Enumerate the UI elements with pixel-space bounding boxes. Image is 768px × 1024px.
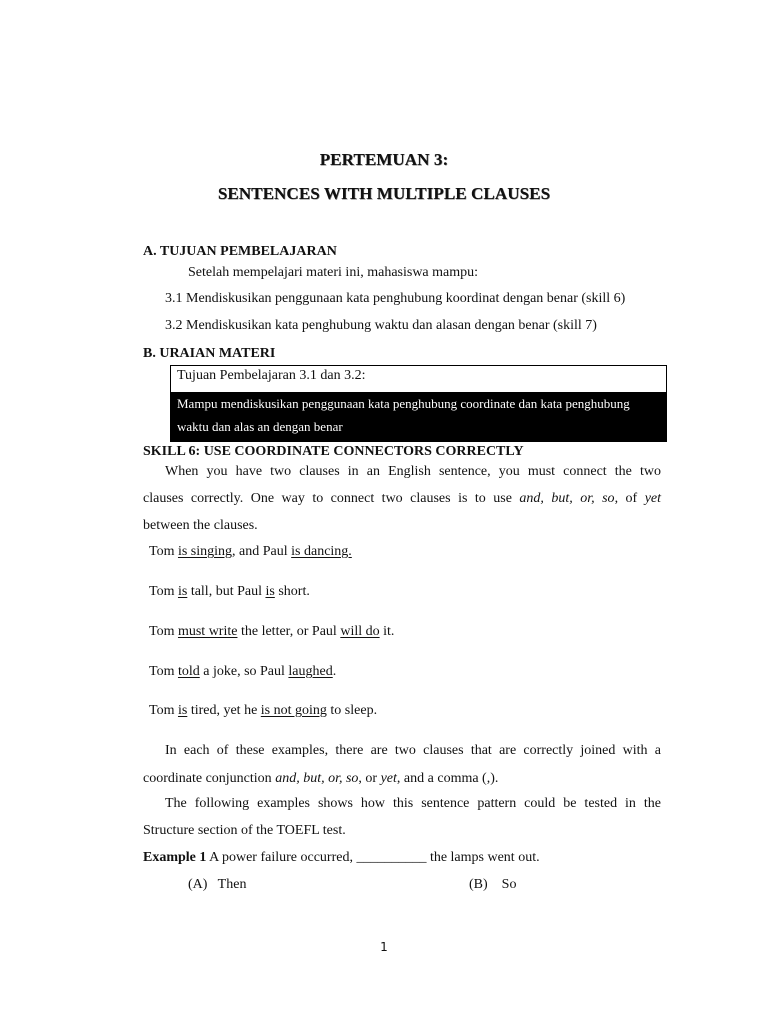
para1-text: , of [614, 491, 645, 506]
para1-line3: between the clauses. [143, 518, 258, 533]
section-a-heading: A. TUJUAN PEMBELAJARAN [143, 244, 337, 259]
example-1-label: Example 1 [143, 850, 207, 865]
objective-box-line-2: waktu dan alas an dengan benar [177, 419, 343, 434]
objective-box [170, 365, 667, 442]
objective-box-title: Tujuan Pembelajaran 3.1 dan 3.2: [171, 366, 666, 392]
para1-line1: When you have two clauses in an English sentence, you must connect the two [165, 464, 661, 479]
para1-line2 [143, 491, 661, 507]
section-b-heading: B. URAIAN MATERI [143, 346, 276, 361]
objective-item-2: 3.2 Mendiskusikan kata penghubung waktu dan alasan dengan benar (skill 7) [165, 318, 597, 333]
page-number: 1 [380, 940, 388, 954]
skill-heading: SKILL 6: USE COORDINATE CONNECTORS CORRECTLY [143, 444, 524, 459]
para2-line1: In each of these examples, there are two clauses that are correctly joined with a [165, 743, 661, 758]
objective-item-1: 3.1 Mendiskusikan penggunaan kata penghubung koordinat dengan benar (skill 6) [165, 291, 626, 306]
example-1-question [143, 850, 540, 866]
page-title-line1: PERTEMUAN 3: [319, 150, 449, 169]
para3-line2: Structure section of the TOEFL test. [143, 823, 346, 838]
example-1-text: A power failure occurred, __________ the lamps went out. [206, 850, 540, 865]
objective-box-line-1: Mampu mendiskusikan penggunaan kata penghubung coordinate dan kata penghubung [177, 396, 630, 411]
option-a: (A) Then [188, 877, 247, 892]
section-a-intro: Setelah mempelajari materi ini, mahasiswa mampu: [188, 265, 479, 280]
para1-conjunctions: and, but, or, so [519, 491, 615, 506]
option-b: (B) So [469, 877, 517, 892]
para1-text: clauses correctly. One way to connect two clauses is to use [143, 491, 520, 506]
example-sentence-4: Tom told a joke, so Paul laughed. [149, 664, 337, 679]
objective-box-body [171, 392, 666, 442]
example-sentence-1: Tom is singing, and Paul is dancing. [149, 544, 352, 559]
para3-line1: The following examples shows how this sentence pattern could be tested in the [165, 796, 661, 811]
para1-conjunction-yet: yet [644, 491, 662, 506]
example-sentence-3: Tom must write the letter, or Paul will do it. [149, 624, 395, 639]
para2-line2: coordinate conjunction and, but, or, so, or yet, and a comma (,). [143, 771, 499, 786]
page-title-line2: SENTENCES WITH MULTIPLE CLAUSES [217, 184, 551, 203]
example-sentence-5: Tom is tired, yet he is not going to sleep. [149, 703, 378, 718]
example-sentence-2: Tom is tall, but Paul is short. [149, 584, 310, 599]
